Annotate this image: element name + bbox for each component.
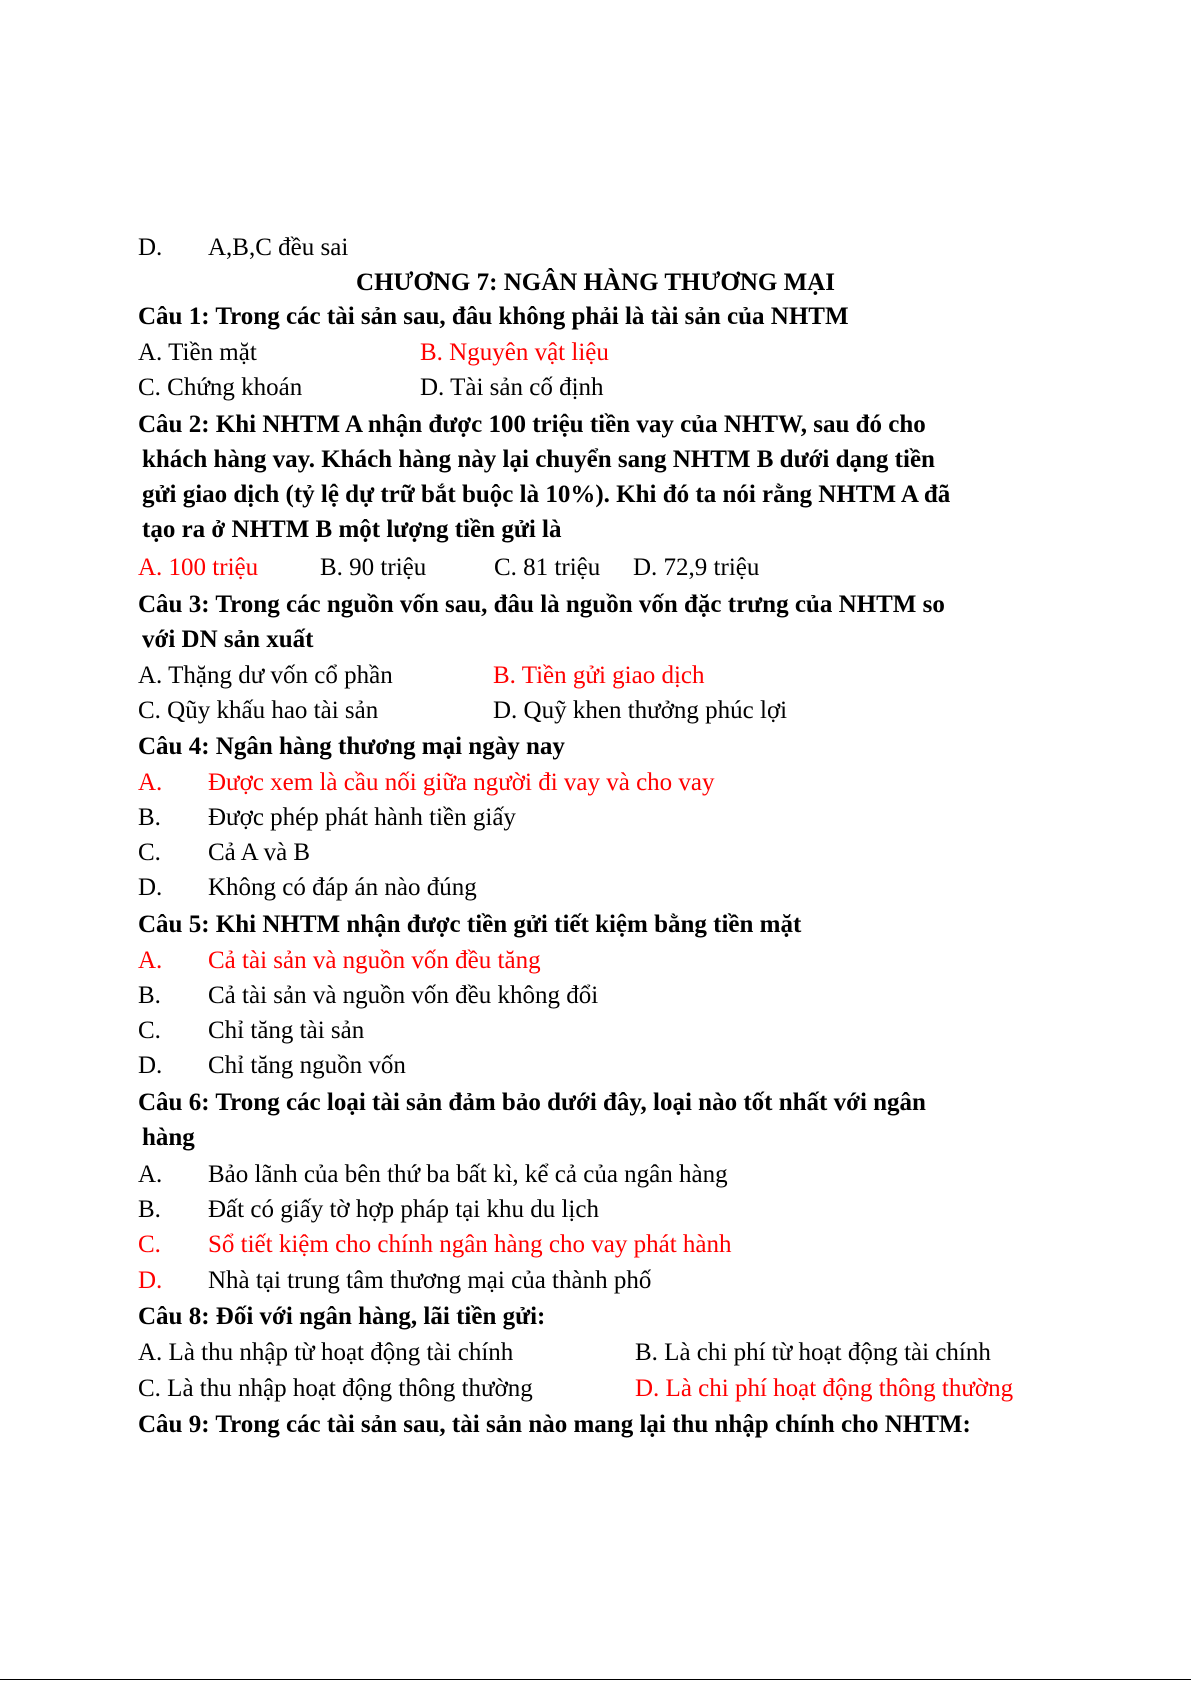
chapter-title: CHƯƠNG 7: NGÂN HÀNG THƯƠNG MẠI: [356, 269, 835, 296]
option-text: Bảo lãnh của bên thứ ba bất kì, kể cả của ngân hàng: [208, 1161, 728, 1188]
q2-option-d: D. 72,9 triệu: [633, 554, 760, 581]
q2-option-a-answer: A. 100 triệu: [138, 554, 259, 581]
option-label: B.: [138, 982, 161, 1009]
option-label: B.: [138, 1196, 161, 1223]
option-label: C.: [138, 1017, 161, 1044]
option-text: Chỉ tăng nguồn vốn: [208, 1052, 406, 1079]
q3-option-d: D. Quỹ khen thưởng phúc lợi: [493, 697, 788, 724]
question-8: Câu 8: Đối với ngân hàng, lãi tiền gửi:: [138, 1303, 546, 1330]
question-3-line-1: Câu 3: Trong các nguồn vốn sau, đâu là nguồn vốn đặc trưng của NHTM so: [138, 591, 945, 618]
option-text: Cả A và B: [208, 839, 311, 866]
option-text: Được xem là cầu nối giữa người đi vay và cho vay: [208, 769, 715, 796]
option-text: Sổ tiết kiệm cho chính ngân hàng cho vay phát hành: [208, 1231, 732, 1258]
option-label: C.: [138, 1231, 161, 1258]
q2-option-b: B. 90 triệu: [320, 554, 427, 581]
q8-option-d-answer: D. Là chi phí hoạt động thông thường: [635, 1375, 1014, 1402]
q1-option-c: C. Chứng khoán: [138, 374, 303, 401]
question-9: Câu 9: Trong các tài sản sau, tài sản nào mang lại thu nhập chính cho NHTM:: [138, 1411, 971, 1438]
option-label: B.: [138, 804, 161, 831]
option-text: Chỉ tăng tài sản: [208, 1017, 365, 1044]
option-label: D.: [138, 234, 163, 261]
q1-option-a: A. Tiền mặt: [138, 339, 257, 366]
question-4: Câu 4: Ngân hàng thương mại ngày nay: [138, 733, 565, 760]
option-text: Được phép phát hành tiền giấy: [208, 804, 516, 831]
question-2-line-3: gửi giao dịch (tỷ lệ dự trữ bắt buộc là 10%). Khi đó ta nói rằng NHTM A đã: [142, 481, 951, 508]
option-text: A,B,C đều sai: [208, 234, 349, 261]
q8-option-c: C. Là thu nhập hoạt động thông thường: [138, 1375, 533, 1402]
q2-option-c: C. 81 triệu: [494, 554, 601, 581]
question-6-line-1: Câu 6: Trong các loại tài sản đảm bảo dưới đây, loại nào tốt nhất với ngân: [138, 1089, 926, 1116]
option-label: D.: [138, 874, 163, 901]
question-2-line-1: Câu 2: Khi NHTM A nhận được 100 triệu tiền vay của NHTW, sau đó cho: [138, 411, 926, 438]
question-5: Câu 5: Khi NHTM nhận được tiền gửi tiết kiệm bằng tiền mặt: [138, 911, 802, 938]
option-label: A.: [138, 769, 163, 796]
option-label: A.: [138, 1161, 163, 1188]
option-text: Nhà tại trung tâm thương mại của thành phố: [208, 1267, 652, 1294]
question-2-line-2: khách hàng vay. Khách hàng này lại chuyển sang NHTM B dưới dạng tiền: [142, 446, 935, 473]
option-text: Cả tài sản và nguồn vốn đều không đổi: [208, 982, 599, 1009]
q3-option-b-answer: B. Tiền gửi giao dịch: [493, 662, 705, 689]
q8-option-a: A. Là thu nhập từ hoạt động tài chính: [138, 1339, 514, 1366]
q1-option-d: D. Tài sản cố định: [420, 374, 604, 401]
option-label: C.: [138, 839, 161, 866]
question-1: Câu 1: Trong các tài sản sau, đâu không phải là tài sản của NHTM: [138, 303, 849, 330]
option-text: Cả tài sản và nguồn vốn đều tăng: [208, 947, 541, 974]
question-3-line-2: với DN sản xuất: [142, 626, 314, 653]
option-label: A.: [138, 947, 163, 974]
option-label: D.: [138, 1267, 163, 1294]
option-label: D.: [138, 1052, 163, 1079]
option-text: Không có đáp án nào đúng: [208, 874, 477, 901]
option-text: Đất có giấy tờ hợp pháp tại khu du lịch: [208, 1196, 599, 1223]
question-6-line-2: hàng: [142, 1124, 195, 1151]
q8-option-b: B. Là chi phí từ hoạt động tài chính: [635, 1339, 991, 1366]
question-2-line-4: tạo ra ở NHTM B một lượng tiền gửi là: [142, 516, 562, 543]
page-bottom-rule: [0, 1679, 1191, 1680]
q1-option-b-answer: B. Nguyên vật liệu: [420, 339, 609, 366]
q3-option-c: C. Qũy khấu hao tài sản: [138, 697, 379, 724]
q3-option-a: A. Thặng dư vốn cổ phần: [138, 662, 393, 689]
